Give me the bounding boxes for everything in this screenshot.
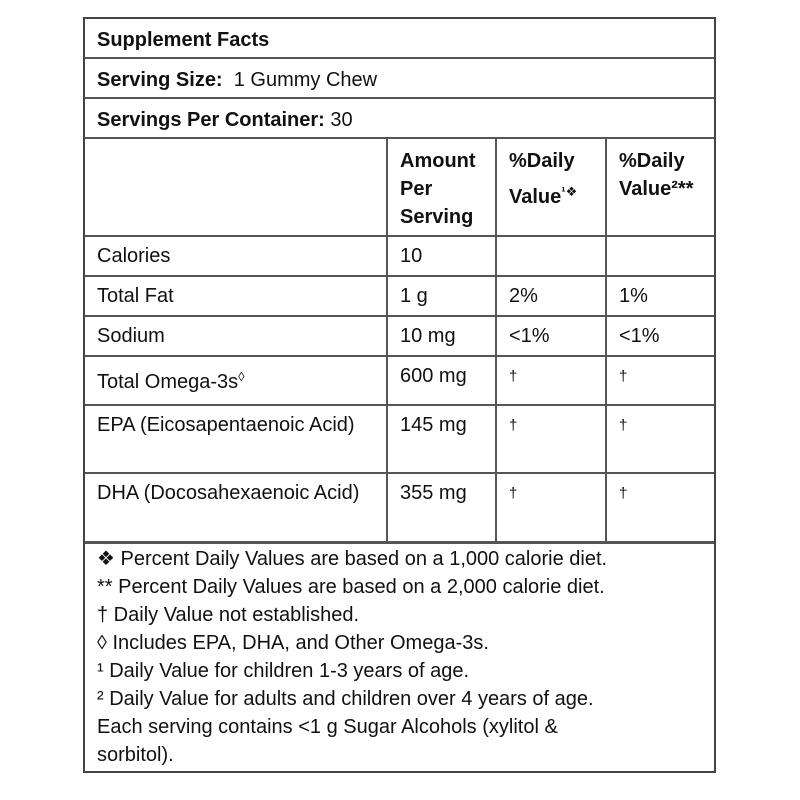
nutrient-dv2: †: [606, 356, 714, 405]
header-nutrient: [85, 139, 387, 236]
footnote: ** Percent Daily Values are based on a 2,000 calorie diet.: [97, 576, 605, 598]
table-row: [85, 236, 714, 276]
servings-per-container-row: [85, 99, 714, 139]
nutrient-amount: 10: [387, 236, 496, 276]
nutrient-name: EPA (Eicosapentaenoic Acid): [85, 405, 387, 473]
nutrient-dv2: 1%: [606, 276, 714, 316]
nutrient-amount: 145 mg: [387, 405, 496, 473]
nutrient-table: [85, 139, 714, 544]
nutrient-dv2: †: [606, 473, 714, 542]
header-amount-per-serving: Amount Per Serving: [387, 139, 496, 236]
nutrient-dv1: †: [496, 473, 606, 542]
table-row: [85, 276, 714, 316]
table-row: [85, 356, 714, 405]
title-row: [85, 19, 714, 59]
header-daily-value-1: %Daily Value$^{^1❖}$: [496, 139, 606, 236]
servings-per-container-label: Servings Per Container:: [97, 109, 325, 131]
footnote: † Daily Value not established.: [97, 604, 360, 626]
footnote: ❖ Percent Daily Values are based on a 1,000 calorie diet.: [97, 548, 608, 570]
footnote: ¹ Daily Value for children 1-3 years of age.: [97, 660, 470, 682]
footnote: ◊ Includes EPA, DHA, and Other Omega-3s.: [97, 632, 489, 654]
supplement-facts-panel: [83, 17, 716, 773]
table-header-row: [85, 139, 714, 236]
nutrient-dv2: †: [606, 405, 714, 473]
nutrient-dv1: †: [496, 356, 606, 405]
footnote: Each serving contains <1 g Sugar Alcohols (xylitol & sorbitol).: [97, 716, 558, 766]
footnotes: [97, 545, 697, 769]
nutrient-amount: 355 mg: [387, 473, 496, 542]
servings-per-container-value: 30: [330, 109, 353, 131]
nutrient-name: DHA (Docosahexaenoic Acid): [85, 473, 387, 542]
panel-title: Supplement Facts: [97, 29, 270, 51]
table-row: [85, 473, 714, 542]
nutrient-dv2: [606, 236, 714, 276]
nutrient-dv1: 2%: [496, 276, 606, 316]
nutrient-amount: 600 mg: [387, 356, 496, 405]
serving-size-label: Serving Size:: [97, 69, 223, 91]
table-row: [85, 405, 714, 473]
serving-size-value: 1 Gummy Chew: [233, 69, 378, 91]
nutrient-dv1: <1%: [496, 316, 606, 356]
nutrient-amount: 1 g: [387, 276, 496, 316]
header-daily-value-2: %Daily Value²**: [606, 139, 714, 236]
nutrient-dv1: †: [496, 405, 606, 473]
footnote: ² Daily Value for adults and children over 4 years of age.: [97, 688, 594, 710]
nutrient-amount: 10 mg: [387, 316, 496, 356]
nutrient-name: Total Omega-3s◊: [85, 356, 387, 405]
serving-size-row: [85, 59, 714, 99]
nutrient-name: Sodium: [85, 316, 387, 356]
nutrient-name: Calories: [85, 236, 387, 276]
nutrient-dv2: <1%: [606, 316, 714, 356]
table-row: [85, 316, 714, 356]
nutrient-dv1: [496, 236, 606, 276]
nutrient-name: Total Fat: [85, 276, 387, 316]
